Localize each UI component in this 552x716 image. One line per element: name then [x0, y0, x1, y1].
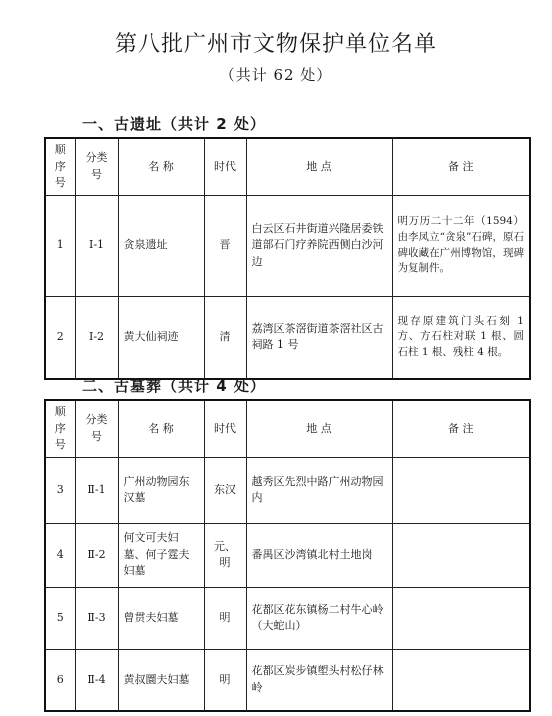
- table-row: [45, 457, 530, 523]
- section-heading-tombs: 二、古墓葬（共计 4 处）: [82, 377, 266, 395]
- cell-category: Ⅱ-3: [75, 587, 118, 649]
- cell-seq: 6: [45, 649, 75, 711]
- cell-name: 黄叔圜夫妇墓: [118, 649, 204, 711]
- page-subtitle: （共计 62 处）: [219, 66, 333, 84]
- cell-name: 何文可夫妇墓、何子霆夫妇墓: [118, 523, 204, 587]
- table-ancient-sites: [44, 137, 531, 380]
- section-heading-sites: 一、古遗址（共计 2 处）: [82, 115, 266, 133]
- cell-name: 黄大仙祠迹: [118, 296, 204, 379]
- cell-seq: 3: [45, 457, 75, 523]
- table-row: [45, 195, 530, 296]
- cell-era: 晋: [204, 195, 246, 296]
- cell-remarks: [392, 649, 530, 711]
- cell-name: 广州动物园东汉墓: [118, 457, 204, 523]
- cell-era: 明: [204, 587, 246, 649]
- cell-remarks: [392, 523, 530, 587]
- cell-category: Ⅰ-2: [75, 296, 118, 379]
- cell-category: Ⅱ-2: [75, 523, 118, 587]
- cell-seq: 4: [45, 523, 75, 587]
- header-era: 时代: [204, 138, 246, 195]
- cell-name: 曾贯夫妇墓: [118, 587, 204, 649]
- cell-seq: 1: [45, 195, 75, 296]
- cell-category: Ⅱ-4: [75, 649, 118, 711]
- table-header-row: [45, 400, 530, 457]
- cell-remarks: [392, 457, 530, 523]
- cell-remarks: 明万历二十二年（1594）由李凤立“贪泉”石碑，原石碑收藏在广州博物馆，现碑为复制件。: [392, 195, 530, 296]
- cell-location: 越秀区先烈中路广州动物园内: [246, 457, 392, 523]
- header-era: 时代: [204, 400, 246, 457]
- cell-location: 番禺区沙湾镇北村土地岗: [246, 523, 392, 587]
- cell-name: 贪泉遗址: [118, 195, 204, 296]
- header-name: 名 称: [118, 138, 204, 195]
- header-seq: 顺序号: [45, 400, 75, 457]
- table-row: [45, 649, 530, 711]
- cell-category: Ⅱ-1: [75, 457, 118, 523]
- table-row: [45, 523, 530, 587]
- header-name: 名 称: [118, 400, 204, 457]
- cell-era: 明: [204, 649, 246, 711]
- cell-remarks: 现存原建筑门头石刻 1 方、方石柱对联 1 根、圆石柱 1 根、残柱 4 根。: [392, 296, 530, 379]
- header-location: 地 点: [246, 138, 392, 195]
- cell-seq: 5: [45, 587, 75, 649]
- header-seq: 顺序号: [45, 138, 75, 195]
- table-row: [45, 296, 530, 379]
- cell-location: 花都区花东镇杨二村牛心岭（大蛇山）: [246, 587, 392, 649]
- table-header-row: [45, 138, 530, 195]
- header-category: 分类号: [75, 400, 118, 457]
- header-remarks: 备 注: [392, 138, 530, 195]
- cell-era: 元、明: [204, 523, 246, 587]
- header-location: 地 点: [246, 400, 392, 457]
- cell-location: 白云区石井街道兴隆居委铁道部石门疗养院西侧白沙河边: [246, 195, 392, 296]
- cell-category: Ⅰ-1: [75, 195, 118, 296]
- cell-remarks: [392, 587, 530, 649]
- cell-era: 清: [204, 296, 246, 379]
- page-title: 第八批广州市文物保护单位名单: [114, 32, 437, 57]
- table-row: [45, 587, 530, 649]
- table-ancient-tombs: [44, 399, 531, 712]
- cell-seq: 2: [45, 296, 75, 379]
- cell-era: 东汉: [204, 457, 246, 523]
- header-category: 分类号: [75, 138, 118, 195]
- cell-location: 荔湾区茶滘街道茶滘社区古祠路 1 号: [246, 296, 392, 379]
- header-remarks: 备 注: [392, 400, 530, 457]
- cell-location: 花都区炭步镇塱头村松仔林岭: [246, 649, 392, 711]
